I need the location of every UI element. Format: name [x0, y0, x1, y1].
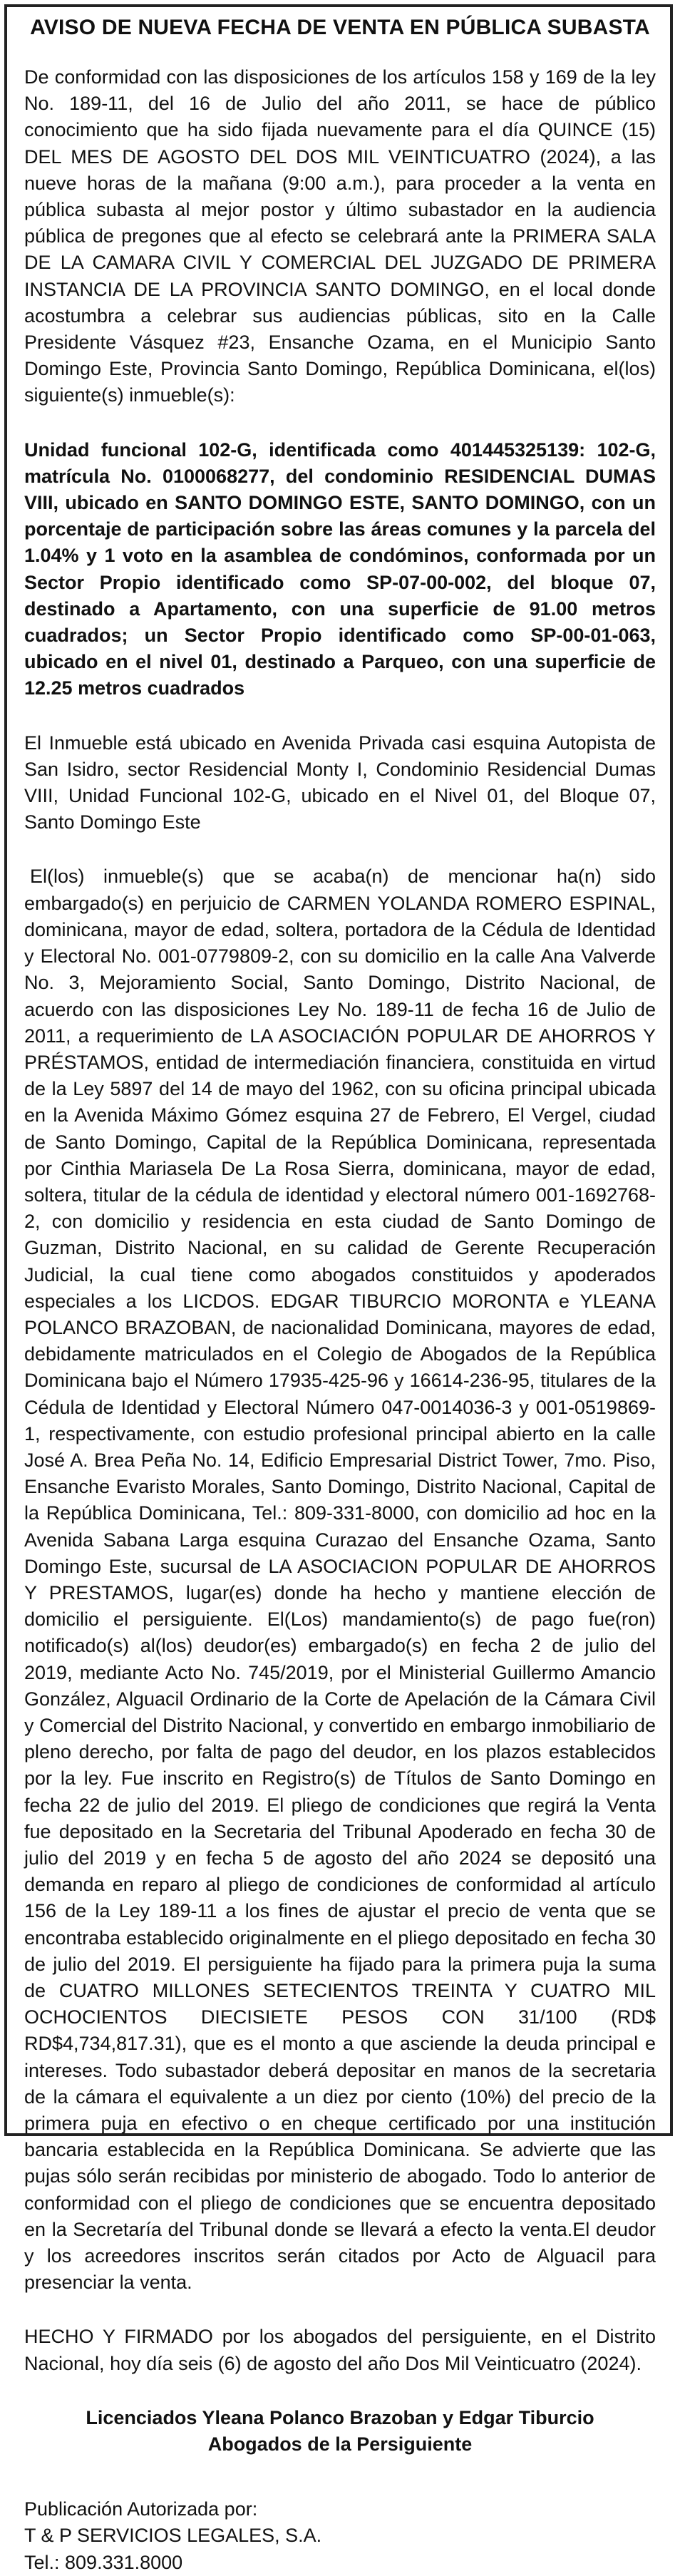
- legal-notice: [24, 16, 656, 2576]
- intro-paragraph: De conformidad con las disposiciones de los artículos 158 y 169 de la ley No. 189-11, del 16 de Julio del año 2011, se hace de público conocimiento que ha sido fijada nuevamente para el día QUINCE (15) DEL MES DE AGOSTO DEL DOS MIL VEINTICUATRO (2024), a las nueve horas de la mañana (9:00 a.m.), para proceder a la venta en pública subasta al mejor postor y último subastador en la audiencia pública de pregones que al efecto se celebrará ante la PRIMERA SALA DE LA CAMARA CIVIL Y COMERCIAL DEL JUZGADO DE PRIMERA INSTANCIA DE LA PROVINCIA SANTO DOMINGO, en el local donde acostumbra a celebrar sus audiencias públicas, sito en la Calle Presidente Vásquez #23, Ensanche Ozama, en el Municipio Santo Domingo Este, Provincia Santo Domingo, República Dominicana, el(los) siguiente(s) inmueble(s):: [24, 66, 656, 406]
- notice-title: AVISO DE NUEVA FECHA DE VENTA EN PÚBLICA SUBASTA: [30, 16, 650, 39]
- signature-names: Licenciados Yleana Polanco Brazoban y Edgar Tiburcio: [86, 2406, 594, 2428]
- publisher-phone: Tel.: 809.331.8000: [24, 2551, 183, 2573]
- seizure-details: El(los) inmueble(s) que se acaba(n) de mencionar ha(n) sido embargado(s) en perjuicio de CARMEN YOLANDA ROMERO ESPINAL, dominicana, mayor de edad, soltera, portadora de la Cédula de Identidad y Electoral No. 001-0779809-2, con su domicilio en la calle Ana Valverde No. 3, Mejoramiento Social, Santo Domingo, Distrito Nacional, de acuerdo con las disposiciones Ley No. 189-11 de fecha 16 de Julio de 2011, a requerimiento de LA ASOCIACIÓN POPULAR DE AHORROS Y PRÉSTAMOS, entidad de intermediación financiera, constituida en virtud de la Ley 5897 del 14 de mayo del 1962, con su oficina principal ubicada en la Avenida Máximo Gómez esquina 27 de Febrero, El Vergel, ciudad de Santo Domingo, Capital de la República Dominicana, representada por Cinthia Mariasela De La Rosa Sierra, dominicana, mayor de edad, soltera, titular de la cédula de identidad y electoral número 001-1692768-2, con domicilio y residencia en esta ciudad de Santo Domingo de Guzman, Distrito Nacional, en su calidad de Gerente Recuperación Judicial, la cual tiene como abogados constituidos y apoderados especiales a los LICDOS. EDGAR TIBURCIO MORONTA e YLEANA POLANCO BRAZOBAN, de nacionalidad Dominicana, mayores de edad, debidamente matriculados en el Colegio de Abogados de la República Dominicana bajo el Número 17935-425-96 y 16614-236-95, titulares de la Cédula de Identidad y Electoral Número 047-0014036-3 y 001-0519869-1, respectivamente, con estudio profesional principal abierto en la calle José A. Brea Peña No. 14, Edificio Empresarial District Tower, 7mo. Piso, Ensanche Evaristo Morales, Santo Domingo, Distrito Nacional, Capital de la República Dominicana, Tel.: 809-331-8000, con domicilio ad hoc en la Avenida Sabana Larga esquina Curazao del Ensanche Ozama, Santo Domingo Este, sucursal de LA ASOCIACION POPULAR DE AHORROS Y PRESTAMOS, lugar(es) donde ha hecho y mantiene elección de domicilio el persiguiente. El(Los) mandamiento(s) de pago fue(ron) notificado(s) al(los) deudor(es) embargado(s) en fecha 2 de julio del 2019, mediante Acto No. 745/2019, por el Ministerial Guillermo Amancio González, Alguacil Ordinario de la Corte de Apelación de la Cámara Civil y Comercial del Distrito Nacional, y convertido en embargo inmobiliario de pleno derecho, por falta de pago del deudor, en los plazos establecidos por la ley. Fue inscrito en Registro(s) de Títulos de Santo Domingo en fecha 22 de julio del 2019. El pliego de condiciones que regirá la Venta fue depositado en la Secretaria del Tribunal Apoderado en fecha 30 de julio del 2019 y en fecha 5 de agosto del año 2024 se depositó una demanda en reparo al pliego de condiciones de conformidad al artículo 156 de la Ley 189-11 a los fines de ajustar el precio de venta que se encontraba establecido originalmente en el pliego depositado en fecha 30 de julio del 2019. El persiguiente ha fijado para la primera puja la suma de CUATRO MILLONES SETECIENTOS TREINTA Y CUATRO MIL OCHOCIENTOS DIECISIETE PESOS CON 31/100 (RD$ RD$4,734,817.31), que es el monto a que asciende la deuda principal e intereses. Todo subastador deberá depositar en manos de la secretaria de la cámara el equivalente a un diez por ciento (10%) del precio de la primera puja en efectivo o en cheque certificado por una institución bancaria establecida en la República Dominicana. Se advierte que las pujas sólo serán recibidas por ministerio de abogado. Todo lo anterior de conformidad con el pliego de condiciones que se encuentra depositado en la Secretaría del Tribunal donde se llevará a efecto la venta.El deudor y los acreedores inscritos serán citados por Acto de Alguacil para presenciar la venta.: [24, 866, 656, 2294]
- property-location: El Inmueble está ubicado en Avenida Privada casi esquina Autopista de San Isidro, sector Residencial Monty I, Condominio Residencial Dumas VIII, Unidad Funcional 102-G, ubicado en el Nivel 01, del Bloque 07, Santo Domingo Este: [24, 732, 656, 833]
- publisher-block: [24, 2496, 656, 2576]
- signing-statement: HECHO Y FIRMADO por los abogados del persiguiente, en el Distrito Nacional, hoy día seis (6) de agosto del año Dos Mil Veinticuatro (2024).: [24, 2326, 656, 2374]
- publisher-name: T & P SERVICIOS LEGALES, S.A.: [24, 2525, 322, 2547]
- signature-block: [24, 2405, 656, 2458]
- publisher-label: Publicación Autorizada por:: [24, 2498, 258, 2520]
- signature-role: Abogados de la Persiguiente: [207, 2433, 473, 2456]
- property-description: Unidad funcional 102-G, identificada como 401445325139: 102-G, matrícula No. 0100068277, del condominio RESIDENCIAL DUMAS VIII, ubicado en SANTO DOMINGO ESTE, SANTO DOMINGO, con un porcentaje de participación sobre las áreas comunes y la parcela del 1.04% y 1 voto en la asamblea de condóminos, conformada por un Sector Propio identificado como SP-07-00-002, del bloque 07, destinado a Apartamento, con una superficie de 91.00 metros cuadrados; un Sector Propio identificado como SP-00-01-063, ubicado en el nivel 01, destinado a Parqueo, con una superficie de 12.25 metros cuadrados: [24, 438, 656, 699]
